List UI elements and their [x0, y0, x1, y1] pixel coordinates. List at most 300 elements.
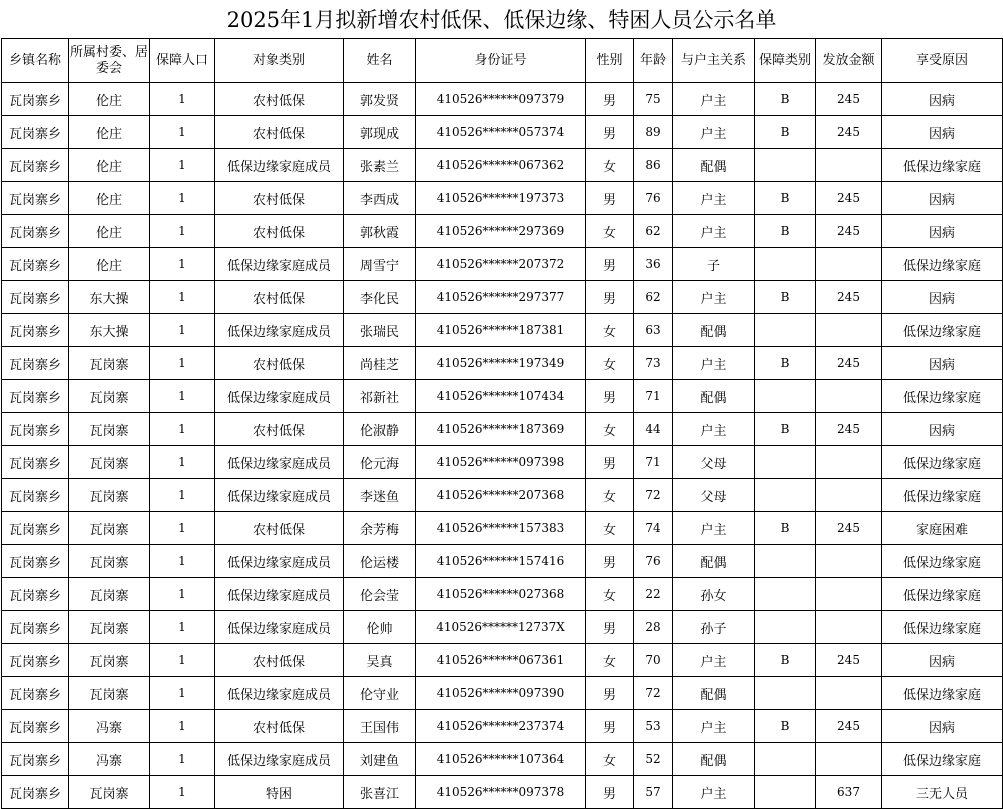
cell-name: 伦帅	[344, 611, 416, 644]
table-row	[2, 512, 1003, 545]
cell-population: 1	[150, 248, 215, 281]
table-row	[2, 83, 1003, 116]
cell-name: 郭现成	[344, 116, 416, 149]
cell-level	[755, 743, 816, 776]
cell-name: 吴真	[344, 644, 416, 677]
cell-reason: 因病	[882, 347, 1003, 380]
cell-population: 1	[150, 677, 215, 710]
cell-id-number: 410526******207368	[416, 479, 586, 512]
table-row	[2, 281, 1003, 314]
cell-gender: 男	[586, 446, 634, 479]
cell-reason: 低保边缘家庭	[882, 446, 1003, 479]
cell-population: 1	[150, 479, 215, 512]
cell-village: 瓦岗寨	[69, 512, 150, 545]
cell-amount: 245	[816, 281, 882, 314]
cell-category: 低保边缘家庭成员	[215, 446, 344, 479]
cell-gender: 女	[586, 644, 634, 677]
cell-name: 李西成	[344, 182, 416, 215]
cell-relation: 配偶	[673, 545, 755, 578]
cell-amount	[816, 578, 882, 611]
cell-gender: 女	[586, 512, 634, 545]
header-age: 年龄	[634, 39, 673, 83]
page-title: 2025年1月拟新增农村低保、低保边缘、特困人员公示名单	[226, 8, 777, 32]
cell-age: 73	[634, 347, 673, 380]
cell-name: 伦淑静	[344, 413, 416, 446]
cell-village: 伦庄	[69, 215, 150, 248]
cell-level	[755, 479, 816, 512]
cell-level	[755, 149, 816, 182]
cell-reason: 因病	[882, 116, 1003, 149]
cell-category: 低保边缘家庭成员	[215, 479, 344, 512]
cell-name: 郭发贤	[344, 83, 416, 116]
cell-gender: 男	[586, 116, 634, 149]
cell-population: 1	[150, 182, 215, 215]
cell-age: 86	[634, 149, 673, 182]
table-row	[2, 116, 1003, 149]
cell-id-number: 410526******157383	[416, 512, 586, 545]
cell-age: 75	[634, 83, 673, 116]
cell-category: 农村低保	[215, 347, 344, 380]
cell-relation: 户主	[673, 776, 755, 809]
cell-gender: 女	[586, 215, 634, 248]
header-reason: 享受原因	[882, 39, 1003, 83]
cell-reason: 因病	[882, 281, 1003, 314]
cell-relation: 配偶	[673, 677, 755, 710]
cell-township: 瓦岗寨乡	[2, 545, 69, 578]
cell-age: 36	[634, 248, 673, 281]
cell-relation: 孙子	[673, 611, 755, 644]
header-relation: 与户主关系	[673, 39, 755, 83]
cell-id-number: 410526******297377	[416, 281, 586, 314]
cell-township: 瓦岗寨乡	[2, 149, 69, 182]
cell-population: 1	[150, 281, 215, 314]
cell-level: B	[755, 116, 816, 149]
cell-amount	[816, 149, 882, 182]
cell-age: 76	[634, 182, 673, 215]
table-row	[2, 479, 1003, 512]
cell-age: 71	[634, 446, 673, 479]
table-row	[2, 347, 1003, 380]
cell-population: 1	[150, 743, 215, 776]
cell-population: 1	[150, 380, 215, 413]
table-row	[2, 215, 1003, 248]
cell-gender: 女	[586, 347, 634, 380]
cell-age: 89	[634, 116, 673, 149]
cell-level	[755, 578, 816, 611]
cell-amount	[816, 314, 882, 347]
cell-township: 瓦岗寨乡	[2, 347, 69, 380]
cell-name: 张瑞民	[344, 314, 416, 347]
cell-level	[755, 545, 816, 578]
cell-level	[755, 314, 816, 347]
cell-id-number: 410526******097390	[416, 677, 586, 710]
cell-name: 王国伟	[344, 710, 416, 743]
cell-reason: 低保边缘家庭	[882, 149, 1003, 182]
cell-reason: 因病	[882, 710, 1003, 743]
cell-category: 农村低保	[215, 116, 344, 149]
cell-township: 瓦岗寨乡	[2, 413, 69, 446]
cell-village: 伦庄	[69, 182, 150, 215]
cell-gender: 男	[586, 611, 634, 644]
cell-amount	[816, 611, 882, 644]
cell-population: 1	[150, 644, 215, 677]
table-row	[2, 413, 1003, 446]
cell-village: 瓦岗寨	[69, 380, 150, 413]
cell-township: 瓦岗寨乡	[2, 578, 69, 611]
header-row	[2, 39, 1003, 83]
cell-id-number: 410526******207372	[416, 248, 586, 281]
cell-population: 1	[150, 611, 215, 644]
cell-age: 74	[634, 512, 673, 545]
cell-reason: 因病	[882, 413, 1003, 446]
cell-relation: 配偶	[673, 149, 755, 182]
cell-amount: 245	[816, 215, 882, 248]
cell-township: 瓦岗寨乡	[2, 512, 69, 545]
header-id-number: 身份证号	[416, 39, 586, 83]
cell-village: 瓦岗寨	[69, 413, 150, 446]
cell-id-number: 410526******067362	[416, 149, 586, 182]
cell-reason: 因病	[882, 215, 1003, 248]
cell-relation: 子	[673, 248, 755, 281]
cell-name: 郭秋霞	[344, 215, 416, 248]
cell-age: 44	[634, 413, 673, 446]
cell-gender: 女	[586, 314, 634, 347]
cell-id-number: 410526******107364	[416, 743, 586, 776]
cell-township: 瓦岗寨乡	[2, 380, 69, 413]
table-row	[2, 149, 1003, 182]
header-gender: 性别	[586, 39, 634, 83]
cell-gender: 男	[586, 380, 634, 413]
cell-reason: 因病	[882, 182, 1003, 215]
cell-amount: 245	[816, 182, 882, 215]
cell-township: 瓦岗寨乡	[2, 116, 69, 149]
cell-township: 瓦岗寨乡	[2, 776, 69, 809]
cell-population: 1	[150, 83, 215, 116]
cell-gender: 男	[586, 710, 634, 743]
cell-township: 瓦岗寨乡	[2, 83, 69, 116]
cell-reason: 三无人员	[882, 776, 1003, 809]
cell-village: 瓦岗寨	[69, 677, 150, 710]
cell-relation: 户主	[673, 512, 755, 545]
cell-name: 伦守业	[344, 677, 416, 710]
cell-level: B	[755, 710, 816, 743]
cell-age: 72	[634, 677, 673, 710]
cell-township: 瓦岗寨乡	[2, 479, 69, 512]
header-level: 保障类别	[755, 39, 816, 83]
cell-amount: 245	[816, 116, 882, 149]
cell-id-number: 410526******097398	[416, 446, 586, 479]
cell-category: 低保边缘家庭成员	[215, 578, 344, 611]
cell-age: 62	[634, 281, 673, 314]
cell-id-number: 410526******107434	[416, 380, 586, 413]
cell-relation: 户主	[673, 116, 755, 149]
cell-population: 1	[150, 578, 215, 611]
cell-population: 1	[150, 446, 215, 479]
cell-population: 1	[150, 545, 215, 578]
cell-name: 伦运楼	[344, 545, 416, 578]
cell-name: 余芳梅	[344, 512, 416, 545]
cell-amount	[816, 479, 882, 512]
table-row	[2, 446, 1003, 479]
cell-gender: 男	[586, 677, 634, 710]
cell-name: 李化民	[344, 281, 416, 314]
cell-reason: 低保边缘家庭	[882, 677, 1003, 710]
cell-amount: 245	[816, 512, 882, 545]
cell-age: 63	[634, 314, 673, 347]
cell-township: 瓦岗寨乡	[2, 248, 69, 281]
cell-township: 瓦岗寨乡	[2, 644, 69, 677]
cell-population: 1	[150, 413, 215, 446]
cell-id-number: 410526******12737X	[416, 611, 586, 644]
table-row	[2, 743, 1003, 776]
cell-gender: 男	[586, 248, 634, 281]
cell-amount: 637	[816, 776, 882, 809]
cell-level	[755, 776, 816, 809]
cell-village: 东大操	[69, 314, 150, 347]
cell-reason: 低保边缘家庭	[882, 578, 1003, 611]
cell-relation: 配偶	[673, 314, 755, 347]
cell-category: 农村低保	[215, 413, 344, 446]
cell-name: 伦元海	[344, 446, 416, 479]
cell-amount	[816, 446, 882, 479]
cell-id-number: 410526******027368	[416, 578, 586, 611]
cell-village: 伦庄	[69, 149, 150, 182]
cell-population: 1	[150, 314, 215, 347]
cell-village: 瓦岗寨	[69, 644, 150, 677]
cell-relation: 父母	[673, 446, 755, 479]
cell-gender: 男	[586, 776, 634, 809]
cell-category: 低保边缘家庭成员	[215, 248, 344, 281]
cell-gender: 男	[586, 281, 634, 314]
cell-id-number: 410526******197349	[416, 347, 586, 380]
cell-level: B	[755, 644, 816, 677]
cell-relation: 户主	[673, 182, 755, 215]
cell-id-number: 410526******237374	[416, 710, 586, 743]
cell-village: 瓦岗寨	[69, 479, 150, 512]
table-row	[2, 248, 1003, 281]
cell-level	[755, 677, 816, 710]
cell-township: 瓦岗寨乡	[2, 677, 69, 710]
cell-gender: 男	[586, 545, 634, 578]
cell-township: 瓦岗寨乡	[2, 446, 69, 479]
cell-age: 62	[634, 215, 673, 248]
cell-level	[755, 446, 816, 479]
cell-age: 28	[634, 611, 673, 644]
table-row	[2, 710, 1003, 743]
cell-gender: 女	[586, 413, 634, 446]
table-row	[2, 314, 1003, 347]
cell-category: 低保边缘家庭成员	[215, 314, 344, 347]
cell-reason: 低保边缘家庭	[882, 545, 1003, 578]
cell-name: 张素兰	[344, 149, 416, 182]
cell-level: B	[755, 512, 816, 545]
table-row	[2, 644, 1003, 677]
cell-village: 瓦岗寨	[69, 611, 150, 644]
cell-relation: 户主	[673, 710, 755, 743]
cell-amount: 245	[816, 83, 882, 116]
cell-relation: 户主	[673, 413, 755, 446]
cell-reason: 家庭困难	[882, 512, 1003, 545]
cell-name: 祁新社	[344, 380, 416, 413]
cell-village: 伦庄	[69, 116, 150, 149]
table-row	[2, 545, 1003, 578]
cell-level	[755, 248, 816, 281]
cell-level: B	[755, 215, 816, 248]
cell-gender: 女	[586, 743, 634, 776]
cell-amount	[816, 380, 882, 413]
cell-relation: 户主	[673, 347, 755, 380]
cell-township: 瓦岗寨乡	[2, 611, 69, 644]
cell-level: B	[755, 182, 816, 215]
cell-reason: 低保边缘家庭	[882, 611, 1003, 644]
cell-village: 瓦岗寨	[69, 776, 150, 809]
cell-category: 低保边缘家庭成员	[215, 677, 344, 710]
cell-village: 瓦岗寨	[69, 545, 150, 578]
table-row	[2, 182, 1003, 215]
cell-gender: 男	[586, 83, 634, 116]
cell-reason: 因病	[882, 83, 1003, 116]
cell-name: 尚桂芝	[344, 347, 416, 380]
cell-age: 71	[634, 380, 673, 413]
cell-level	[755, 611, 816, 644]
cell-id-number: 410526******187381	[416, 314, 586, 347]
cell-category: 农村低保	[215, 644, 344, 677]
cell-amount: 245	[816, 644, 882, 677]
cell-name: 伦会莹	[344, 578, 416, 611]
cell-village: 冯寨	[69, 710, 150, 743]
cell-level: B	[755, 83, 816, 116]
table-row	[2, 380, 1003, 413]
table-row	[2, 677, 1003, 710]
cell-name: 张喜江	[344, 776, 416, 809]
cell-category: 特困	[215, 776, 344, 809]
cell-id-number: 410526******057374	[416, 116, 586, 149]
cell-level	[755, 380, 816, 413]
cell-level: B	[755, 347, 816, 380]
cell-amount	[816, 545, 882, 578]
cell-village: 瓦岗寨	[69, 347, 150, 380]
cell-age: 72	[634, 479, 673, 512]
cell-township: 瓦岗寨乡	[2, 215, 69, 248]
cell-id-number: 410526******067361	[416, 644, 586, 677]
cell-relation: 户主	[673, 83, 755, 116]
cell-amount: 245	[816, 710, 882, 743]
cell-village: 伦庄	[69, 83, 150, 116]
cell-relation: 孙女	[673, 578, 755, 611]
cell-id-number: 410526******097379	[416, 83, 586, 116]
cell-township: 瓦岗寨乡	[2, 743, 69, 776]
cell-relation: 父母	[673, 479, 755, 512]
header-category: 对象类别	[215, 39, 344, 83]
cell-relation: 配偶	[673, 380, 755, 413]
cell-relation: 配偶	[673, 743, 755, 776]
cell-id-number: 410526******097378	[416, 776, 586, 809]
cell-level: B	[755, 413, 816, 446]
cell-level: B	[755, 281, 816, 314]
cell-population: 1	[150, 215, 215, 248]
cell-amount: 245	[816, 347, 882, 380]
cell-category: 农村低保	[215, 215, 344, 248]
cell-village: 冯寨	[69, 743, 150, 776]
cell-village: 瓦岗寨	[69, 446, 150, 479]
roster-table	[1, 38, 1003, 809]
cell-reason: 低保边缘家庭	[882, 743, 1003, 776]
cell-gender: 女	[586, 149, 634, 182]
cell-township: 瓦岗寨乡	[2, 182, 69, 215]
cell-gender: 男	[586, 182, 634, 215]
cell-id-number: 410526******197373	[416, 182, 586, 215]
cell-category: 低保边缘家庭成员	[215, 149, 344, 182]
cell-township: 瓦岗寨乡	[2, 314, 69, 347]
cell-amount	[816, 743, 882, 776]
cell-reason: 低保边缘家庭	[882, 248, 1003, 281]
cell-population: 1	[150, 710, 215, 743]
cell-age: 70	[634, 644, 673, 677]
table-row	[2, 578, 1003, 611]
header-name: 姓名	[344, 39, 416, 83]
cell-relation: 户主	[673, 644, 755, 677]
cell-category: 农村低保	[215, 281, 344, 314]
cell-id-number: 410526******297369	[416, 215, 586, 248]
cell-category: 低保边缘家庭成员	[215, 545, 344, 578]
cell-relation: 户主	[673, 215, 755, 248]
header-village: 所属村委、居委会	[69, 39, 150, 83]
table-body	[2, 83, 1003, 809]
cell-category: 农村低保	[215, 83, 344, 116]
cell-name: 李迷鱼	[344, 479, 416, 512]
cell-reason: 因病	[882, 644, 1003, 677]
cell-population: 1	[150, 512, 215, 545]
cell-age: 53	[634, 710, 673, 743]
header-amount: 发放金额	[816, 39, 882, 83]
cell-age: 57	[634, 776, 673, 809]
cell-population: 1	[150, 149, 215, 182]
cell-village: 瓦岗寨	[69, 578, 150, 611]
table-row	[2, 776, 1003, 809]
cell-amount: 245	[816, 413, 882, 446]
cell-category: 农村低保	[215, 710, 344, 743]
cell-category: 农村低保	[215, 182, 344, 215]
cell-relation: 户主	[673, 281, 755, 314]
cell-category: 农村低保	[215, 512, 344, 545]
cell-reason: 低保边缘家庭	[882, 314, 1003, 347]
cell-category: 低保边缘家庭成员	[215, 380, 344, 413]
cell-age: 76	[634, 545, 673, 578]
cell-township: 瓦岗寨乡	[2, 281, 69, 314]
cell-village: 东大操	[69, 281, 150, 314]
cell-reason: 低保边缘家庭	[882, 380, 1003, 413]
cell-category: 低保边缘家庭成员	[215, 743, 344, 776]
cell-id-number: 410526******157416	[416, 545, 586, 578]
header-township: 乡镇名称	[2, 39, 69, 83]
cell-name: 周雪宁	[344, 248, 416, 281]
cell-id-number: 410526******187369	[416, 413, 586, 446]
cell-township: 瓦岗寨乡	[2, 710, 69, 743]
cell-reason: 低保边缘家庭	[882, 479, 1003, 512]
cell-population: 1	[150, 116, 215, 149]
table-row	[2, 611, 1003, 644]
cell-amount	[816, 677, 882, 710]
cell-age: 22	[634, 578, 673, 611]
cell-village: 伦庄	[69, 248, 150, 281]
cell-age: 52	[634, 743, 673, 776]
cell-population: 1	[150, 347, 215, 380]
header-population: 保障人口	[150, 39, 215, 83]
cell-population: 1	[150, 776, 215, 809]
cell-gender: 女	[586, 479, 634, 512]
cell-name: 刘建鱼	[344, 743, 416, 776]
cell-category: 低保边缘家庭成员	[215, 611, 344, 644]
